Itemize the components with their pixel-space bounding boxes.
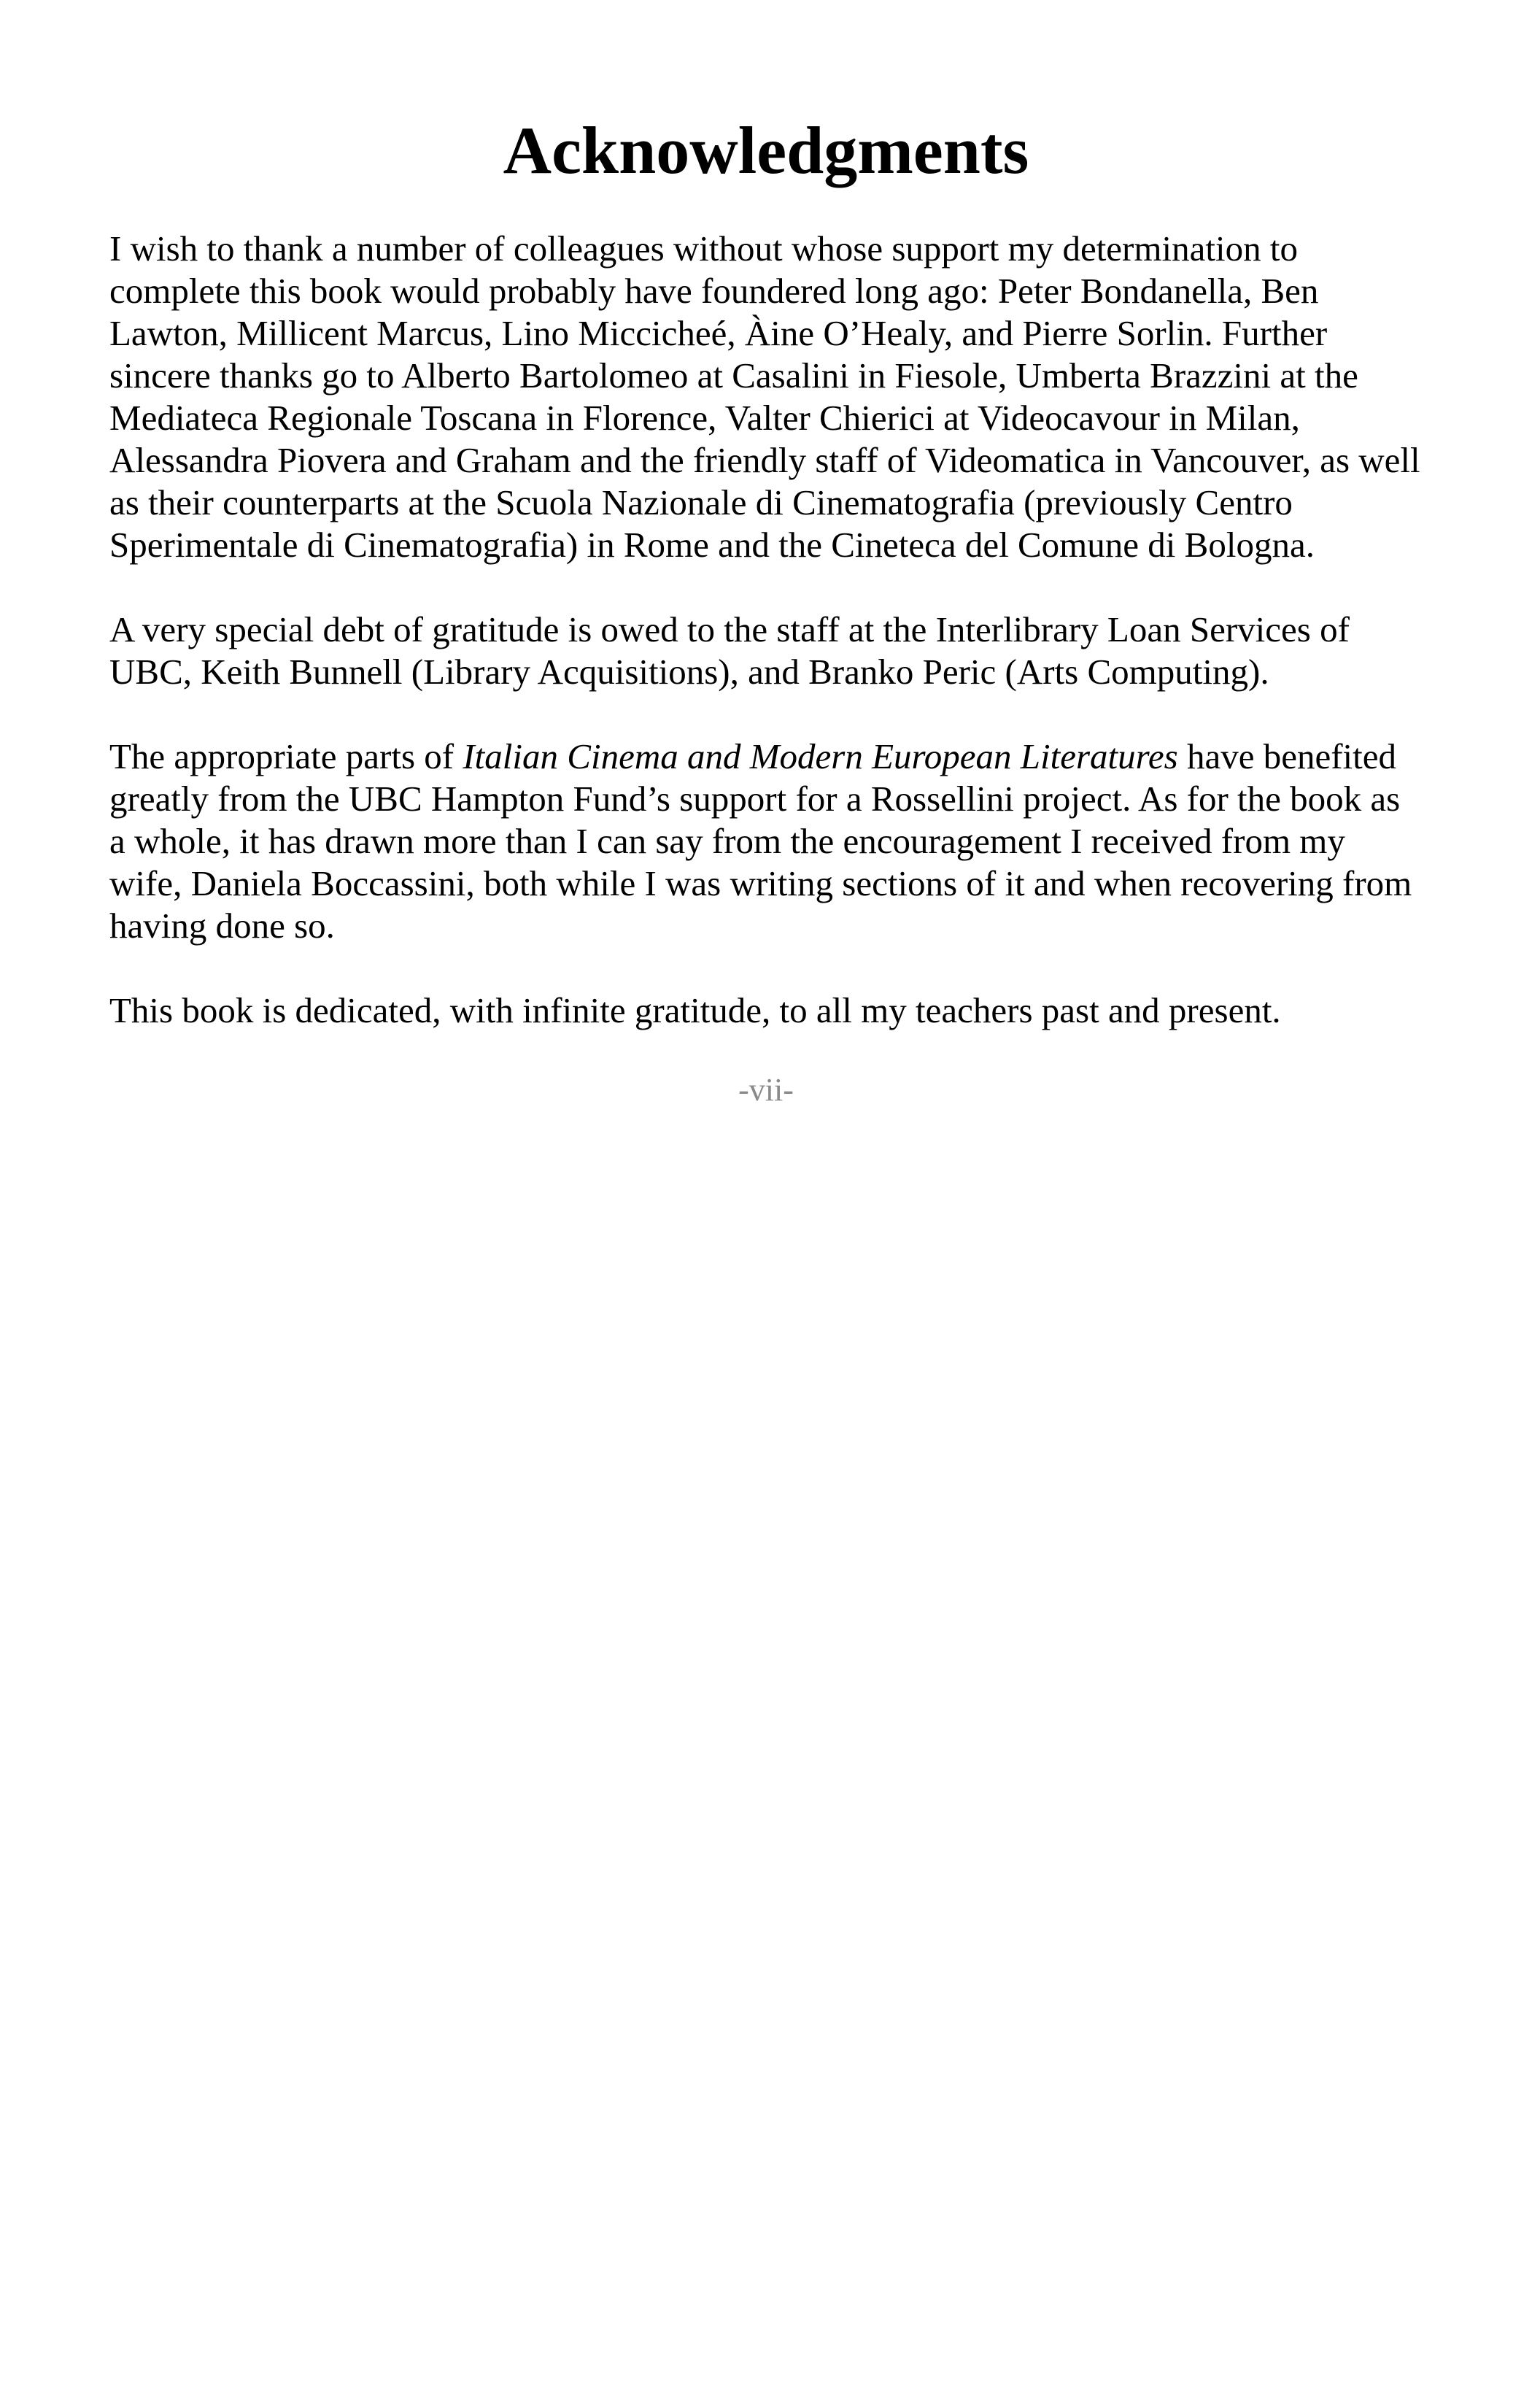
acknowledgments-body [109, 228, 1423, 1074]
paragraph-dedication: This book is dedicated, with infinite gratitude, to all my teachers past and present. [109, 990, 1281, 1030]
paragraph-colleagues: I wish to thank a number of colleagues without whose support my determination to complete this book would probably have foundered long ago: Peter Bondanella, Ben Lawton, Millicent Marcus, Lino Miccicheé, Àine O’Healy, and Pierre Sorlin. Further sincere thanks go to Alberto Bartolomeo at Casalini in Fiesole, Umberta Brazzini at the Mediateca Regionale Toscana in Florence, Valter Chierici at Videocavour in Milan, Alessandra Piovera and Graham and the friendly staff of Videomatica in Vancouver, as well as their counterparts at the Scuola Nazionale di Cinematografia (previously Centro Sperimentale di Cinematografia) in Rome and the Cineteca del Comune di Bologna. [109, 228, 1420, 565]
page-title: Acknowledgments [503, 113, 1029, 188]
paragraph-funding-intro: The appropriate parts of [109, 736, 463, 776]
paragraph-funding-and-family [109, 736, 1423, 947]
page-number: -vii- [738, 1072, 794, 1108]
paragraph-library-staff: A very special debt of gratitude is owed to the staff at the Interlibrary Loan Services of UBC, Keith Bunnell (Library Acquisitions), and Branko Peric (Arts Computing). [109, 609, 1350, 692]
paragraph-funding-rest: have benefited greatly from the UBC Hampton Fund’s support for a Rossellini project. As for the book as a whole, it has drawn more than I can say from the encouragement I received from my wife, Daniela Boccassini, both while I was writing sections of it and when recovering from having done so. [109, 736, 1412, 946]
book-title: Italian Cinema and Modern European Literatures [463, 736, 1178, 776]
